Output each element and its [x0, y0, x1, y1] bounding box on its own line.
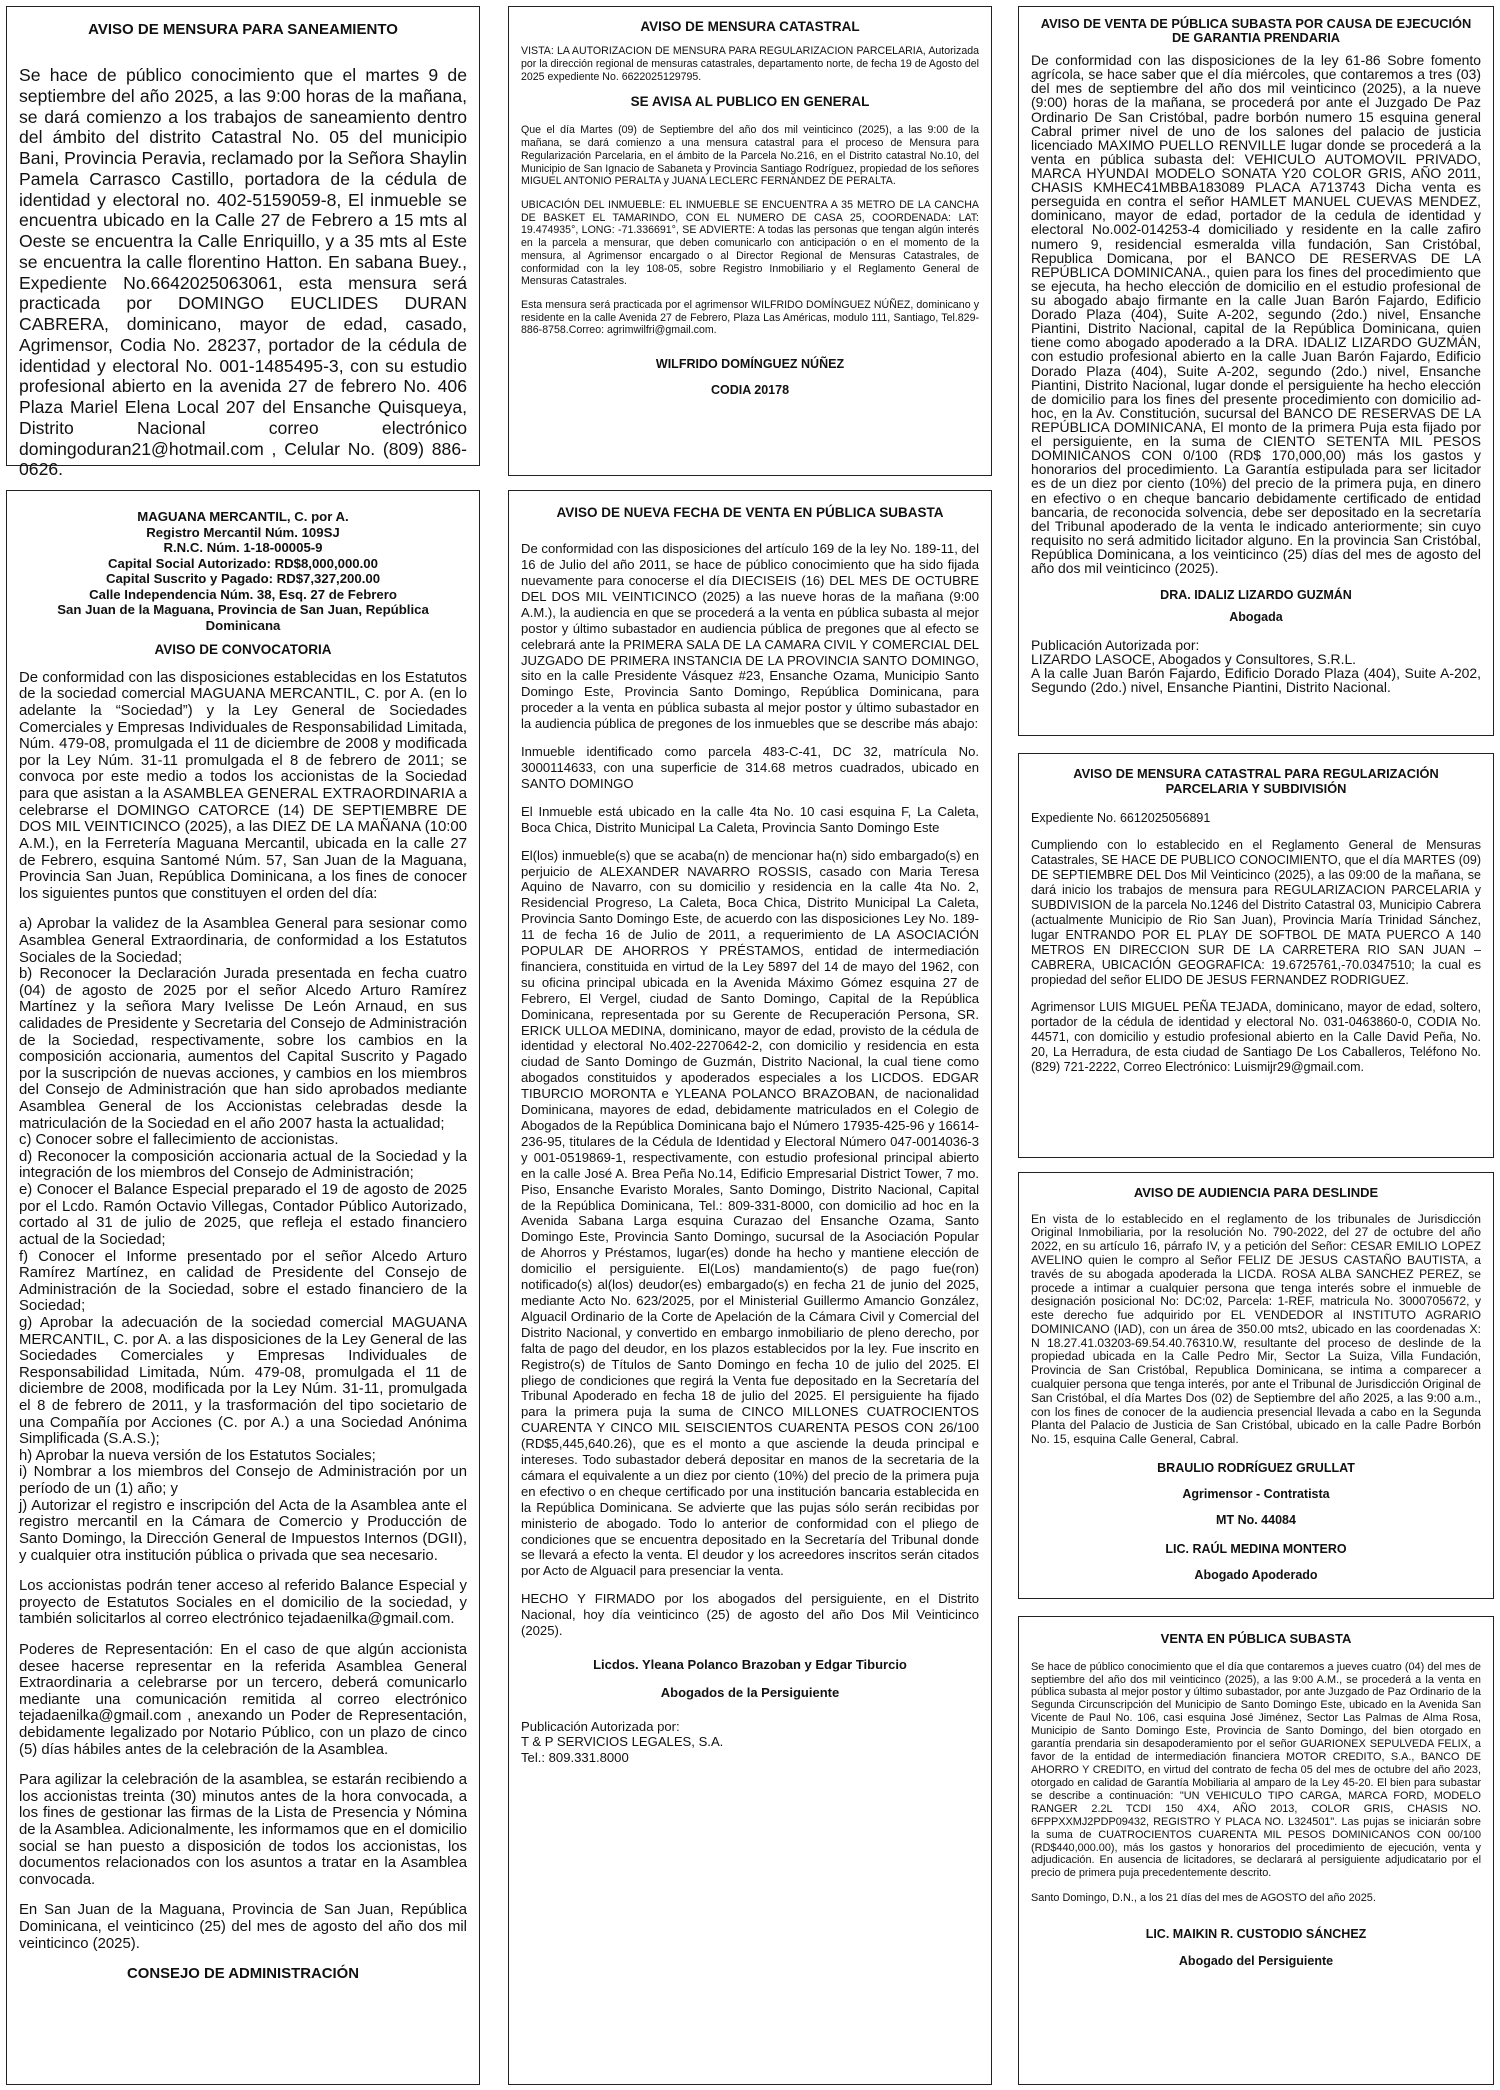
agenda-list [19, 916, 467, 1564]
agenda-item: b) Reconocer la Declaración Jurada presentada en fecha cuatro (04) de agosto de 2025 por el señor Alcedo Arturo Ramírez Martínez y la señora Mary Ivelisse De León Arnaud, en sus calidades de Presidente y Secretaria del Consejo de Administración de la Sociedad, respectivamente, sobre los cambios en la composición accionaria, aumentos del Capital Suscrito y Pagado por la suscripción de nuevas acciones, y cambios en los miembros del Consejo de Administración que han sido aprobados mediante Asamblea General de los Accionistas celebradas desde la matriculación de la Sociedad en el año 2007 hasta la actualidad; [19, 966, 467, 1132]
agenda-item: g) Aprobar la adecuación de la sociedad comercial MAGUANA MERCANTIL, C. por A. a las disposiciones de la Ley General de las Sociedades Comerciales y Empresas Individuales de Responsabilidad Limitada, Núm. 479-08, promulgada el 11 de diciembre de 2008, modificada por la Ley Núm. 31-11, promulgada el 8 de febrero de 2011, y la trasformación del tipo societario de una Compañía por Acciones (C. por A.) a una Sociedad Anónima Simplificada (S.A.S.); [19, 1314, 467, 1448]
signature-name: WILFRIDO DOMÍNGUEZ NÚÑEZ [655, 357, 845, 372]
company-name: MAGUANA MERCANTIL, C. por A. [137, 509, 349, 524]
notice-mensura-saneamiento [6, 6, 480, 480]
notice-title: VENTA EN PÚBLICA SUBASTA [1160, 1631, 1352, 1646]
company-location: San Juan de la Maguana, Provincia de San Juan, República Dominicana [57, 602, 429, 634]
signed-paragraph: HECHO Y FIRMADO por los abogados del persiguiente, en el Distrito Nacional, hoy día veinticinco (25) de agosto del año Dos Mil Veinticinco (2025). [521, 1591, 979, 1639]
signature-role: Agrimensor - Contratista [1182, 1487, 1330, 1502]
visto-paragraph: VISTA: LA AUTORIZACION DE MENSURA PARA REGULARIZACION PARCELARIA, Autorizada por la dirección regional de mensuras catastrales, departamento norte, de fecha 19 de Agosto del 2025 expediente No. 6622025129795. [521, 45, 979, 83]
signature-codia: CODIA 20178 [710, 383, 790, 398]
agenda-item: e) Conocer el Balance Especial preparado el 19 de agosto de 2025 por el Lcdo. Ramón Octavio Villegas, Contador Público Autorizado, cortado al 31 de julio de 2025, que refleja el estado financiero actual de la Sociedad; [19, 1182, 467, 1248]
poderes-paragraph: Poderes de Representación: En el caso de que algún accionista desee hacerse representar en la referida Asamblea General Extraordinaria a celebrarse por un tercero, deberá comunicarlo mediante una comunicación remitida al correo electrónico tejadaenilka@gmail.com , anexando un Poder de Representación, debidamente legalizado por Notario Público, con un plazo de cinco (5) días hábiles antes de la celebración de la Asamblea. [19, 1641, 467, 1758]
notice-venta-garantia-prendaria [1018, 6, 1494, 736]
signature-name: DRA. IDALIZ LIZARDO GUZMÁN [1160, 588, 1352, 603]
notice-subtitle: SE AVISA AL PUBLICO EN GENERAL [630, 94, 870, 110]
agenda-item: j) Autorizar el registro e inscripción del Acta de la Asamblea ante el registro mercantil en la Cámara de Comercio y Producción de Santo Domingo, la Dirección General de Impuestos Internos (DGII), y cualquier otra institución pública o privada que sea necesario. [19, 1497, 467, 1564]
agenda-item: f) Conocer el Informe presentado por el señor Alcedo Arturo Ramírez Martínez, en calidad de Presidente del Consejo de Administración de la Sociedad, sobre el estado financiero de la Sociedad; [19, 1248, 467, 1315]
registro-mercantil: Registro Mercantil Núm. 109SJ [146, 524, 340, 540]
notice-title: AVISO DE MENSURA PARA SANEAMIENTO [88, 21, 398, 38]
notice-paragraph: Que el día Martes (09) de Septiembre del año dos mil veinticinco (2025), a las 9:00 de la mañana, se dará comienzo a una mensura catastral para el proceso de Mensura para Regularización Parcelaria, en el ámbito de la Parcela No.216, en el Distrito catastral No.10, del Municipio de San Ignacio de Sabaneta y Provincia Santiago Rodríguez, propiedad de los señores MIGUEL ANTONIO PERALTA y JUANA LECLERC FERNANDEZ DE PERALTA. [521, 124, 979, 188]
agenda-item: a) Aprobar la validez de la Asamblea General para sesionar como Asamblea General Extraordinaria, de conformidad a los Estatutos Sociales de la Sociedad; [19, 916, 467, 966]
publication-phone: Tel.: 809.331.8000 [521, 1750, 629, 1766]
notice-title: AVISO DE NUEVA FECHA DE VENTA EN PÚBLICA SUBASTA [556, 505, 944, 520]
signature: CONSEJO DE ADMINISTRACIÓN [127, 1966, 359, 1983]
notice-mensura-catastral [508, 6, 992, 476]
closing-paragraph: En San Juan de la Maguana, Provincia de San Juan, República Dominicana, el veinticinco (25) del mes de agosto del año dos mil veinticinco (2025). [19, 1902, 467, 1952]
notice-nueva-fecha-subasta [508, 490, 992, 2085]
notice-maguana-convocatoria [6, 490, 480, 2085]
company-address: Calle Independencia Núm. 38, Esq. 27 de Febrero [89, 586, 397, 602]
signature-name: Licdos. Yleana Polanco Brazoban y Edgar Tiburcio [593, 1657, 907, 1672]
notice-title: AVISO DE CONVOCATORIA [154, 641, 332, 657]
location-paragraph: UBICACIÓN DEL INMUEBLE: EL INMUEBLE SE ENCUENTRA A 35 METRO DE LA CANCHA DE BASKET EL TAMARINDO, CON EL NUMERO DE CASA 25, COORDENADA: LAT: 19.474935°, LONG: -71.336691°, SE ADVIERTE: A todas las personas que tengan algún interés en la parcela a mensurar, que deben comunicarlo con anticipación o en el momento de la mensura, al Agrimensor encargado o al Director Regional de Mensuras Catastrales, de conformidad con la ley 108-05, sobre Registro Inmobiliario y el Reglamento General de Mensuras Catastrales. [521, 199, 979, 288]
location-paragraph: El Inmueble está ubicado en la calle 4ta No. 10 casi esquina F, La Caleta, Boca Chica, Distrito Municipal La Caleta, Provincia Santo Domingo Este [521, 803, 979, 835]
capital-suscrito: Capital Suscrito y Pagado: RD$7,327,200.00 [105, 571, 381, 587]
access-paragraph: Los accionistas podrán tener acceso al referido Balance Especial y proyecto de Estatutos Sociales en el domicilio de la sociedad, y también solicitarlos al correo electrónico tejadaenilka@gmail.com. [19, 1578, 467, 1628]
notice-paragraph: De conformidad con las disposiciones del artículo 169 de la ley No. 189-11, del 16 de Julio del año 2011, se hace de público conocimiento que ha sido fijada nuevamente para conocerse el día DIECISEIS (16) DEL MES DE OCTUBRE DEL DOS MIL VEINTICINCO (2025) a las nueve horas de la mañana (9:00 A.M.), la audiencia en que se procederá a la venta en pública subasta al mejor postor y último subastador en audiencia pública de pregones que al efecto se celebrará ante la PRIMERA SALA DE LA CAMARA CIVIL Y COMERCIAL DEL JUZGADO DE PRIMERA INSTANCIA DE LA PROVINCIA SANTO DOMINGO, sito en la calle Presidente Vásquez #23, Ensanche Ozama, Municipio Santo Domingo Este, Provincia Santo Domingo, República Dominicana, para proceder a la venta en pública subasta al mejor postor y último subastador en la audiencia pública de pregones de los inmuebles que se describe más abajo: [521, 541, 979, 732]
rnc: R.N.C. Núm. 1-18-00005-9 [163, 540, 323, 556]
notice-title: AVISO DE VENTA DE PÚBLICA SUBASTA POR CAUSA DE EJECUCIÓN DE GARANTIA PRENDARIA [1040, 16, 1472, 46]
notice-title: AVISO DE MENSURA CATASTRAL [640, 19, 860, 34]
publication-address: A la calle Juan Barón Fajardo, Edificio Dorado Plaza (404), Suite A-202, Segundo (2do.) nivel, Ensanche Piantini, Distrito Nacional. [1031, 664, 1481, 695]
notice-venta-publica-subasta [1018, 1616, 1494, 2085]
signature-name: LIC. MAIKIN R. CUSTODIO SÁNCHEZ [1145, 1927, 1367, 1942]
notice-title: AVISO DE MENSURA CATASTRAL PARA REGULARIZACIÓN PARCELARIA Y SUBDIVISIÓN [1073, 766, 1439, 797]
agenda-item: i) Nombrar a los miembros del Consejo de Administración por un período de un (1) año; y [19, 1464, 467, 1498]
date-paragraph: Santo Domingo, D.N., a los 21 días del mes de AGOSTO del año 2025. [1031, 1892, 1376, 1905]
signature-role: Abogada [1229, 609, 1283, 624]
publication-label: Publicación Autorizada por: [521, 1718, 680, 1734]
expediente: Expediente No. 6612025056891 [1031, 810, 1211, 825]
embargo-paragraph: El(los) inmueble(s) que se acaba(n) de mencionar ha(n) sido embargado(s) en perjuicio de ALEXANDER NAVARRO ROSSIS, casado con Maria Teresa Aquino de Navarro, con su domicilio y residencia en la calle 4ta No. 2, Residencial Progreso, La Caleta, Boca Chica, Distrito Municipal La Caleta, Provincia Santo Domingo Este, de acuerdo con las disposiciones Ley No. 189-11 de fecha 16 de Julio de 2011, a requerimiento de LA ASOCIACIÓN POPULAR DE AHORROS Y PRÉSTAMOS, entidad de intermediación financiera, constituida en virtud de la Ley 5897 del 14 de mayo del 1962, con su oficina principal ubicada en la Avenida Máximo Gómez esquina 27 de Febrero, El Vergel, ciudad de Santo Domingo, Capital de la República Dominicana, representada por su Gerente de Recuperación Persona, SR. ERICK ULLOA MEDINA, dominicano, mayor de edad, provisto de la cédula de identidad y electoral No.402-2270642-2, con domicilio y residencia en esta ciudad de Santo Domingo de Guzmán, Distrito Nacional, la cual tiene como abogados constituidos y apoderados especiales a los LICDOS. EDGAR TIBURCIO MORONTA e YLEANA POLANCO BRAZOBAN, de nacionalidad Dominicana, mayores de edad, debidamente matriculados en el Colegio de Abogados de la República Dominicana bajo el Número 17935-425-96 y 16614-236-95, titulares de la Cédula de Identidad y Electoral Número 047-0014036-3 y 001-0519869-1, respectivamente, con estudio profesional principal abierto en la calle José A. Brea Peña No.14, Edificio Empresarial District Tower, 7 mo. Piso, Ensanche Evaristo Morales, Santo Domingo, Distrito Nacional, Capital de la República Dominicana, Tel.: 809-331-8000, con domicilio ad hoc en la Avenida Sabana Larga esquina Curazao del Ensanche Ozama, Santo Domingo Este, Provincia Santo Domingo, sucursal de la Asociación Popular de Ahorros y Préstamos, lugar(es) donde ha hecho y mantiene elección de domicilio el persiguiente. El(Los) mandamiento(s) de pago fue(ron) notificado(s) al(los) deudor(es) embargado(s) en fecha 21 de junio del 2025, mediante Acto No. 623/2025, por el Ministerial Guillermo Amancio González, Alguacil Ordinario de la Corte de Apelación de la Cámara Civil y Comercial del Distrito Nacional, y convertido en embargo inmobiliario de pleno derecho, por falta de pago del deudor, en los plazos establecidos por la ley. Fue inscrito en Registro(s) de Títulos de Santo Domingo en fecha 10 de julio del 2025. El pliego de condiciones que regirá la Venta fue depositado en la Secretaría del Tribunal Apoderado en fecha 18 de julio del 2025. El persiguiente ha fijado para la primera puja la suma de CINCO MILLONES CUATROCIENTOS CUARENTA Y CINCO MIL SEISCIENTOS CUARENTA PESOS CON 26/100 (RD$5,445,640.26), que es el monto a que asciende la deuda principal e intereses. Todo subastador deberá depositar en manos de la secretaria de la cámara el equivalente a un diez por ciento (10%) del precio de la primera puja en efectivo o en cheque certificado por una institución bancaria establecida en la República Dominicana. Se advierte que las pujas sólo serán recibidas por ministerio de abogado. Todo lo anterior de conformidad con el pliego de condiciones que se encuentra depositado en la Secretaría del Tribunal donde se llevará a efecto la venta. El deudor y los acreedores inscritos serán citados por Acto de Alguacil para presenciar la venta. [521, 847, 979, 1579]
capital-autorizado: Capital Social Autorizado: RD$8,000,000.00 [108, 555, 378, 571]
signature-lawyer-role: Abogado Apoderado [1194, 1567, 1318, 1582]
publication-company: T & P SERVICIOS LEGALES, S.A. [521, 1734, 724, 1750]
publication-company: LIZARDO LASOCE, Abogados y Consultores, S.R.L. [1031, 650, 1357, 667]
signature-mt: MT No. 44084 [1216, 1513, 1296, 1528]
notice-paragraph: De conformidad con las disposiciones de la ley 61-86 Sobre fomento agrícola, se hace saber que el día miércoles, que contaremos a tres (03) del mes de septiembre del año dos mil veinticinco (2025), a la nueve (9:00) horas de la mañana, se procederá por ante el Juzgado De Paz Ordinario De San Cristóbal, padre borbón numero 15 esquina general Cabral primer nivel de uno de los salones del palacio de justicia licenciado MAXIMO PUELLO RENVILLE lugar donde se procederá a la venta en pública subasta del: VEHICULO AUTOMOVIL PRIVADO, MARCA HYUNDAI MODELO SONATA Y20 COLOR GRIS, AÑO 2011, CHASIS KMHEC41MBBA183089 PLACA A713743 Dicha venta es perseguida en contra el señor HAMLET MANUEL CUEVAS MENDEZ, dominicano, mayor de edad, portador de la cedula de identidad y electoral No.002-014253-4 domiciliado y residente en la calle zafiro numero 9, residencial esmeralda villa fundación, San Cristóbal, Republica Domicana, por el BANCO DE RESERVAS DE LA REPÚBLICA DOMINICANA., quien para los fines del procedimiento que se ejecuta, ha hecho elección de domicilio en el estudio profesional de su abogado abajo firmante en la calle Juan Barón Fajardo, Edificio Dorado Plaza (404), Suite A-202, segundo (2do.) nivel, Ensanche Piantini, Distrito Nacional, capital de la República Dominicana, quien tiene como abogado apoderado a la DRA. IDALIZ LIZARDO GUZMÁN, con estudio profesional abierto en la calle Juan Barón Fajardo, Edificio Dorado Plaza (404), Suite A-202, segundo (2do.) nivel, Ensanche Piantini, Distrito Nacional, lugar donde el persiguiente ha hecho elección de domicilio para los fines del presente procedimiento con domicilio ad-hoc, en la Av. Constitución, sucursal del BANCO DE RESERVAS DE LA REPÚBLICA DOMINICANA, El monto de la primera Puja esta fijado por el persiguiente, en la suma de CIENTO SETENTA MIL PESOS DOMINICANOS CON 0/100 (RD$ 170,000,00) más los gastos y honorarios del procedimiento. La Garantía estipulada para ser licitador es de un diez por ciento (10%) del precio de la primera puja, en dinero en efectivo o en cheque bancario debidamente certificado de entidad bancaria, de reconocida solvencia, debe ser depositado en la secretaría del Tribunal apoderado de la venta le indicado anteriormente; sin cuyo requisito no será admitido licitador alguno. En la provincia San Cristóbal, República Dominicana, a los veinticinco (25) días del mes de agosto del año dos mil veinticinco (2025). [1031, 52, 1481, 577]
agilizar-paragraph: Para agilizar la celebración de la asamblea, se estarán recibiendo a los accionistas treinta (30) minutos antes de la hora convocada, a los fines de gestionar las firmas de la Lista de Presencia y Nómina de la Asamblea. Adicionalmente, les informamos que en el domicilio social se han puesto a disposición de todos los accionistas, los documentos relacionados con los asuntos a tratar en la Asamblea convocada. [19, 1772, 467, 1888]
notice-regularizacion-subdivision [1018, 753, 1494, 1158]
signature-name: BRAULIO RODRÍGUEZ GRULLAT [1157, 1460, 1355, 1475]
agenda-item: d) Reconocer la composición accionaria actual de la Sociedad y la integración de los miembros del Consejo de Administración; [19, 1148, 467, 1182]
notice-audiencia-deslinde [1018, 1172, 1494, 1599]
notice-body: Se hace de público conocimiento que el martes 9 de septiembre del año 2025, a las 9:00 horas de la mañana, se dará comienzo a los trabajos de saneamiento dentro del ámbito del distrito Catastral No. 05 del municipio Bani, Provincia Peravia, reclamado por la Señora Shaylin Pamela Carrasco Castillo, portadora de la cédula de identidad y electoral no. 402-5159059-8, El inmueble se encuentra ubicado en la Calle 27 de Febrero a 15 mts al Oeste se encuentra la Calle Enriquillo, y a 35 mts al Este se encuentra la calle florentino Hatton. En sabana Buey., Expediente No.6642025063061, esta mensura será practicada por DOMINGO EUCLIDES DURAN CABRERA, dominicano, mayor de edad, casado, Agrimensor, Codia No. 28237, portador de la cédula de identidad y electoral No. 001-1485495-3, con su estudio profesional abierto en la avenida 27 de febrero No. 406 Plaza Mariel Elena Local 207 del Ensanche Quisqueya, Distrito Nacional correo electrónico domingoduran21@hotmail.com , Celular No. (809) 886-0626. [19, 65, 467, 480]
agenda-item: h) Aprobar la nueva versión de los Estatutos Sociales; [19, 1447, 376, 1464]
notice-paragraph: Se hace de público conocimiento que el día que contaremos a jueves cuatro (04) del mes de septiembre del año dos mil veinticinco (2025), a las 9:00 A.M., se procederá a la venta en pública subasta al mejor postor y último subastador, por ante Juzgado de Paz Ordinario de la Segunda Circunscripción del Municipio de Santo Domingo Este, ubicado en la Avenida San Vicente de Paul No. 106, casi esquina José Jiménez, Sector Las Palmas de Alma Rosa, Municipio de Santo Domingo Este, Provincia de Santo Domingo, del bien otorgado en garantía prendaria sin desapoderamiento por el señor GUARIONEX SEPULVEDA FELIX, a favor de la entidad de intermediación financiera MOTOR CREDITO, S.A., BANCO DE AHORRO Y CREDITO, en virtud del contrato de fecha 05 del mes de octubre del año 2023, otorgado en calidad de Garantía Mobiliaria al amparo de la Ley 45-20. El bien para subastar se describe a continuación: "UN VEHICULO TIPO CARGA, MARCA FORD, MODELO RANGER 2.2L TCDI 150 4X4, AÑO 2013, COLOR GRIS, CHASIS NO. 6FPPXXMJ2PDP09432, REGISTRO Y PLACA NO. L324501". Las pujas se iniciarán sobre la suma de CUATROCIENTOS CUARENTA MIL PESOS DOMINICANOS CON 00/100 (RD$440,000.00), más los gastos y honorarios del procedimiento de ejecución, venta y adjudicación. En ausencia de licitadores, se declarará al persiguiente adjudicatario por el precio de primera puja precedentemente descrito. [1031, 1660, 1481, 1880]
notice-paragraph: En vista de lo establecido en el reglamento de los tribunales de Jurisdicción Original Inmobiliaria, por la resolución No. 790-2022, del 27 de octubre del año 2022, en su artículo 16, párrafo IV, y a petición del Señor: CESAR EMILIO LOPEZ AVELINO quien le compro al Señor FELIZ DE JESUS CASTAÑO BAUTISTA, a través de su abogada apoderada la LICDA. ROSA ALBA SANCHEZ PEREZ, se procede a intimar a cualquier persona que tenga interés sobre el inmueble de designación posicional No: DC:02, Parcela: 1-REF, matricula No. 3000705672, y este derecho fue adquirido por EL VENDEDOR al INSTITUTO AGRARIO DOMINICANO (IAD), con un área de 350.00 mts2, ubicado en las coordenadas X: N 18.27.41.03203-69.54.40.76310.W, resultante del proceso de deslinde de la propiedad ubicada en la Calle Pedro Mir, Sector La Suiza, Villa Fundación, Provincia de San Cristóbal, Republica Dominicana, se intima a comparecer a cualquier persona que tenga interés, por ante el Tribunal de Jurisdicción Original de San Cristóbal, el día Martes Dos (02) de Septiembre del año 2025, a las 9:00 a.m., con los fines de conocer de la audiencia presencial llevada a cabo en la Segunda Planta del Palacio de Justicia de San Cristóbal, ubicado en la calle Padre Borbón No. 15, esquina Calle General, Cabral. [1031, 1211, 1481, 1447]
agenda-item: c) Conocer sobre el fallecimiento de accionistas. [19, 1132, 339, 1149]
signature-role: Abogados de la Persiguiente [660, 1684, 840, 1700]
signature-lawyer-name: LIC. RAÚL MEDINA MONTERO [1165, 1541, 1347, 1556]
notice-title: AVISO DE AUDIENCIA PARA DESLINDE [1133, 1185, 1379, 1200]
publication-label: Publicación Autorizada por: [1031, 636, 1200, 653]
notice-paragraph: Cumpliendo con lo establecido en el Reglamento General de Mensuras Catastrales, SE HACE DE PUBLICO CONOCIMIENTO, que el día MARTES (09) DE SEPTIEMBRE DEL Dos Mil Veinticinco (2025), a las 09:00 de la mañana, se dará inicio los trabajos de mensura para REGULARIZACION PARCELARIA y SUBDIVISION de la parcela No.1246 del Distrito Catastral 03, Municipio Cabrera (actualmente Municipio de Rio San Juan), Provincia María Trinidad Sánchez, lugar ENTRANDO POR EL PLAY DE SOFTBOL DE MATA PUERCO A 140 METROS EN DIRECCION SUR DE LA CARRETERA RIO SAN JUAN – CABRERA, UBICACIÓN GEOGRAFICA: 19.6725761,-70.0347510; la cual es propiedad del señor ELIDO DE JESUS FERNANDEZ RODRIGUEZ. [1031, 837, 1481, 987]
property-paragraph: Inmueble identificado como parcela 483-C-41, DC 32, matrícula No. 3000114633, con una superficie de 314.68 metros cuadrados, ubicado en SANTO DOMINGO [521, 744, 979, 791]
surveyor-paragraph: Agrimensor LUIS MIGUEL PEÑA TEJADA, dominicano, mayor de edad, soltero, portador de la cédula de identidad y electoral No. 031-0463860-0, CODIA No. 44571, con domicilio y estudio profesional abierto en la Calle David Peña, No. 20, La Herradura, de esta ciudad de Santiago De Los Caballeros, Teléfono No. (829) 721-2222, Correo Electrónico: Luismijr29@gmail.com. [1031, 999, 1481, 1074]
surveyor-paragraph: Esta mensura será practicada por el agrimensor WILFRIDO DOMÍNGUEZ NÚÑEZ, dominicano y residente en la calle Avenida 27 de Febrero, Plaza Las Américas, modulo 111, Santiago, Tel.829-886-8758.Correo: agrimwilfri@gmail.com. [521, 298, 979, 337]
signature-role: Abogado del Persiguiente [1178, 1954, 1334, 1968]
notice-intro: De conformidad con las disposiciones establecidas en los Estatutos de la sociedad comercial MAGUANA MERCANTIL, C. por A. (en lo adelante la “Sociedad”) y la Ley General de Sociedades Comerciales y Empresas Individuales de Responsabilidad Limitada, Núm. 479-08, promulgada el 11 de diciembre de 2008 y modificada por la Ley Núm. 31-11 promulgada el 8 de febrero de 2011; se convoca por este medio a todos los accionistas de la Sociedad para que asistan a la ASAMBLEA GENERAL EXTRAORDINARIA a celebrarse el DOMINGO CATORCE (14) DE SEPTIEMBRE DE DOS MIL VEINTICINCO (2025), a las DIEZ DE LA MAÑANA (10:00 A.M.), en la Ferretería Maguana Mercantil, ubicada en la calle 27 de Febrero, esquina Santomé Núm. 57, San Juan de la Maguana, Provincia San Juan, República Dominicana, a los fines de conocer los siguientes puntos que constituyen el orden del día: [19, 669, 467, 902]
